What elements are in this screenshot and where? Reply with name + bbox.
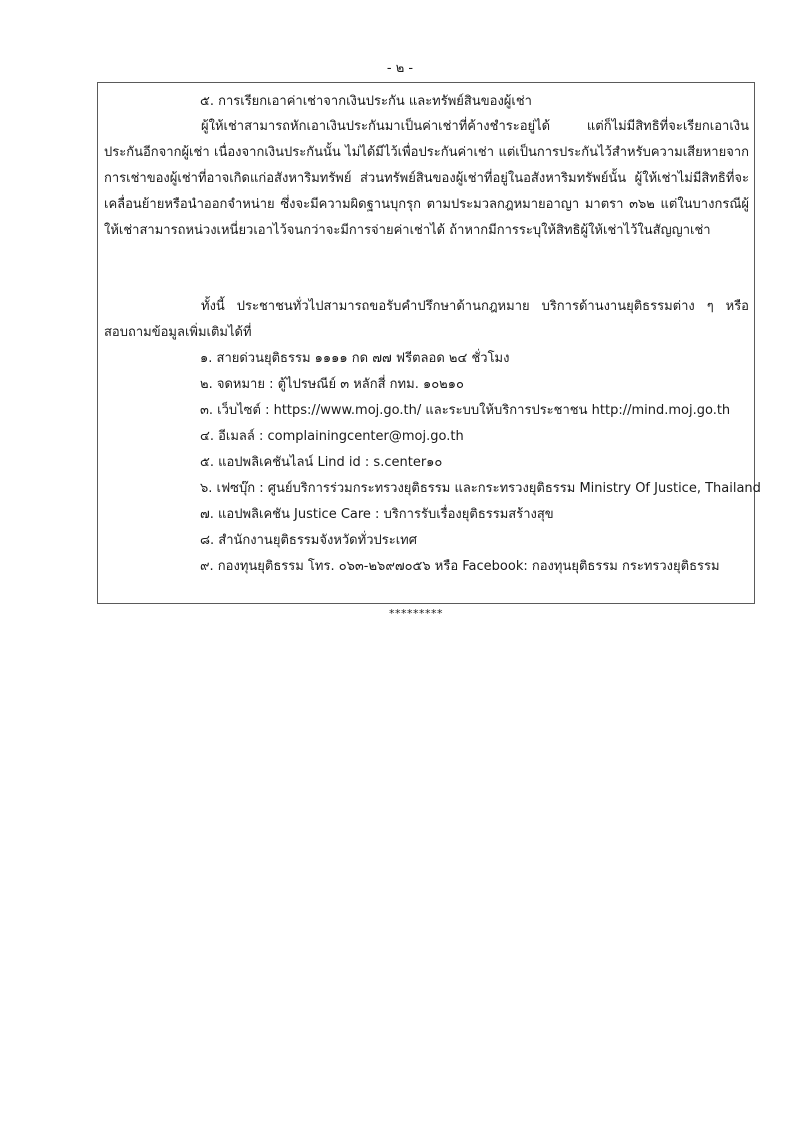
- section-heading: ๕. การเรียกเอาค่าเช่าจากเงินประกัน และทรัพย์สินของผู้เช่า: [200, 94, 532, 109]
- contact-item-mail: ๒. จดหมาย : ตู้ไปรษณีย์ ๓ หลักสี่ กทม. ๑๐๒๑๐: [200, 377, 464, 392]
- contact-item-line: ๕. แอปพลิเคชันไลน์ Lind id : s.center๑๐: [200, 455, 443, 470]
- contact-item-provincial-office: ๘. สำนักงานยุติธรรมจังหวัดทั่วประเทศ: [200, 533, 417, 548]
- end-mark: *********: [389, 607, 443, 620]
- contact-item-email: ๔. อีเมลล์ : complainingcenter@moj.go.th: [200, 429, 464, 444]
- contact-item-justice-fund: ๙. กองทุนยุติธรรม โทร. ๐๖๓-๒๖๙๗๐๕๖ หรือ Facebook: กองทุนยุติธรรม กระทรวงยุติธรรม: [200, 559, 720, 574]
- contact-item-facebook: ๖. เฟซบุ๊ก : ศูนย์บริการร่วมกระทรวงยุติธรรม และกระทรวงยุติธรรม Ministry Of Justice, Thailand: [200, 481, 761, 496]
- contact-item-justice-care: ๗. แอปพลิเคชัน Justice Care : บริการรับเรื่องยุติธรรมสร้างสุข: [200, 507, 554, 522]
- paragraph-contact-intro: ทั้งนี้ ประชาชนทั่วไปสามารถขอรับคำปรึกษาด้านกฎหมาย บริการด้านงานยุติธรรมต่าง ๆ หรือสอบถามข้อมูลเพิ่มเติมได้ที่: [104, 299, 749, 340]
- page-number: - ๒ -: [386, 61, 414, 76]
- contact-item-website: ๓. เว็บไซต์ : https://www.moj.go.th/ และระบบให้บริการประชาชน http://mind.moj.go.th: [200, 403, 731, 418]
- contact-list: [200, 346, 761, 580]
- paragraph-deposit-and-property: ผู้ให้เช่าสามารถหักเอาเงินประกันมาเป็นค่าเช่าที่ค้างชำระอยู่ได้ แต่ก็ไม่มีสิทธิที่จะเรียกเอาเงินประกันอีกจากผู้เช่า เนื่องจากเงินประกันนั้น ไม่ได้มีไว้เพื่อประกันค่าเช่า แต่เป็นการประกันไว้สำหรับความเสียหายจากการเช่าของผู้เช่าที่อาจเกิดแก่อสังหาริมทรัพย์ ส่วนทรัพย์สินของผู้เช่าที่อยู่ในอสังหาริมทรัพย์นั้น ผู้ให้เช่าไม่มีสิทธิที่จะเคลื่อนย้ายหรือนำออกจำหน่าย ซึ่งจะมีความผิดฐานบุกรุก ตามประมวลกฎหมายอาญา มาตรา ๓๖๒ แต่ในบางกรณีผู้ให้เช่าสามารถหน่วงเหนี่ยวเอาไว้จนกว่าจะมีการจ่ายค่าเช่าได้ ถ้าหากมีการระบุให้สิทธิผู้ให้เช่าไว้ในสัญญาเช่า: [104, 119, 749, 238]
- contact-item-hotline: ๑. สายด่วนยุติธรรม ๑๑๑๑ กด ๗๗ ฟรีตลอด ๒๔ ชั่วโมง: [200, 351, 510, 366]
